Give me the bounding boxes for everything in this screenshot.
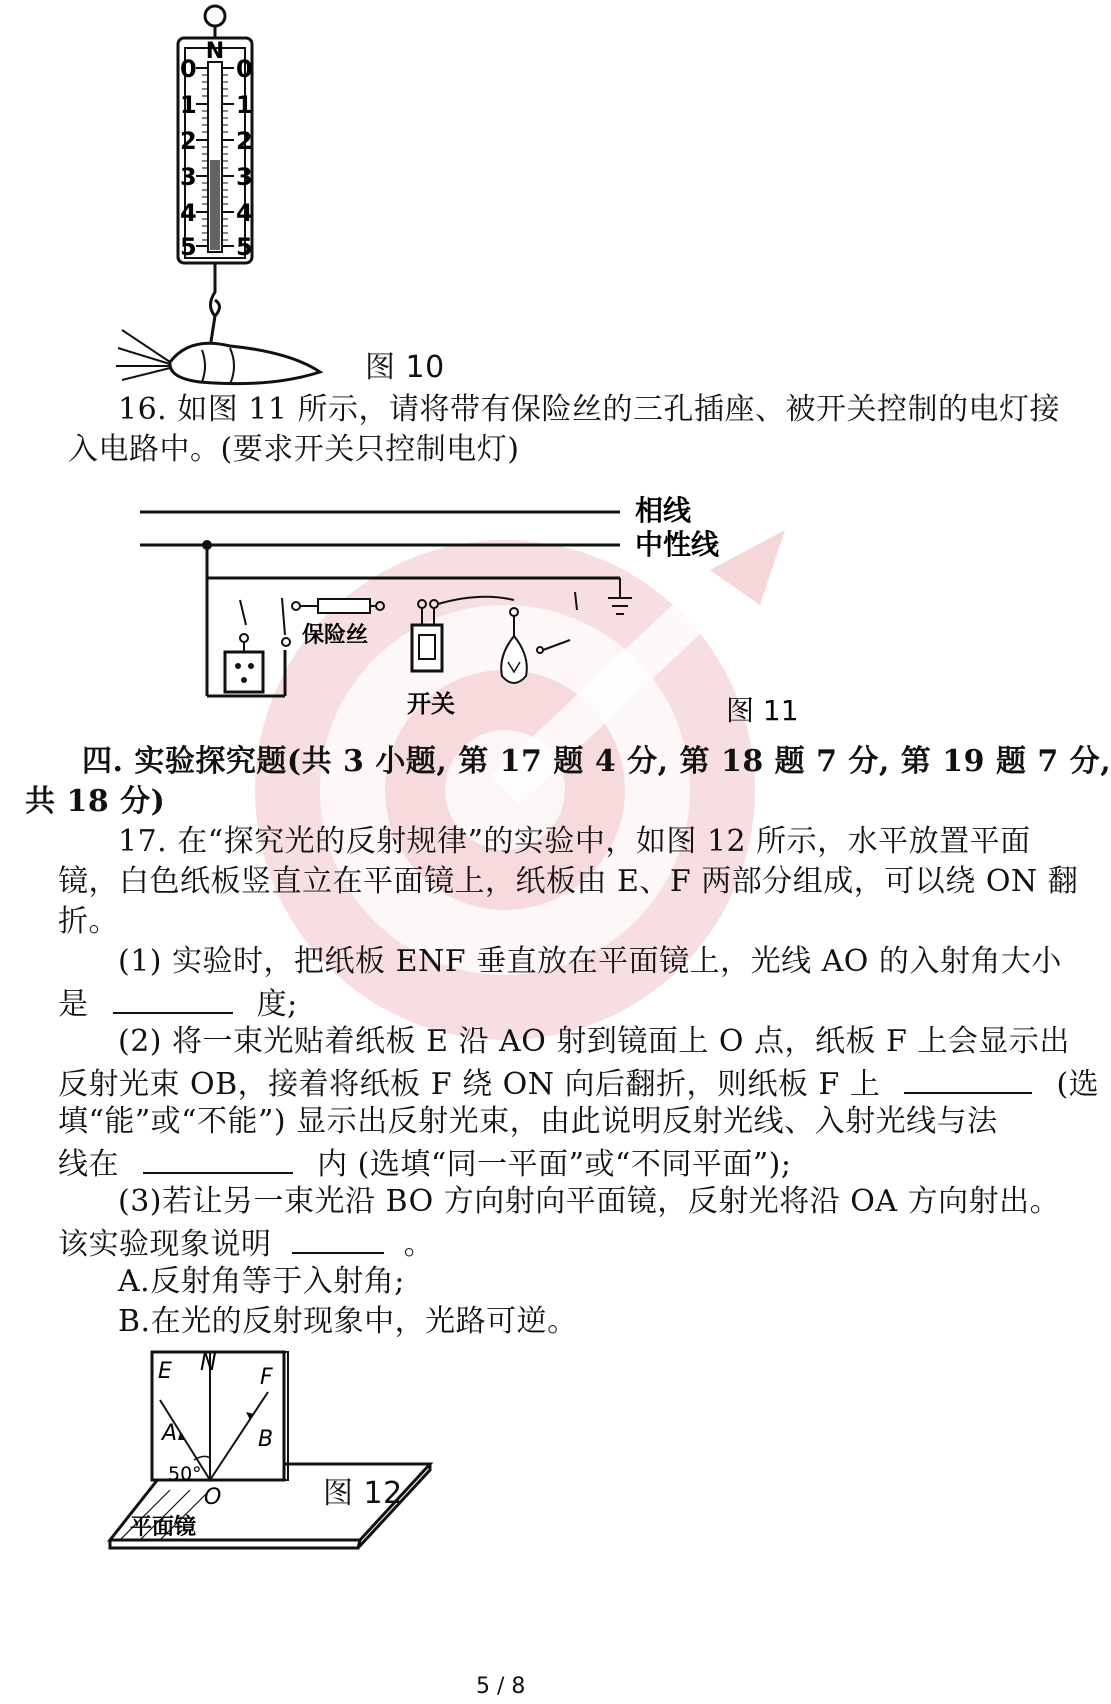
scale-unit-label: N <box>205 39 225 64</box>
q17-part2-line2-suffix: (选 <box>1056 1067 1100 1102</box>
q17-part3-line2-suffix: 。 <box>403 1227 435 1262</box>
answer-blank-explanation[interactable] <box>292 1222 384 1254</box>
scale-tick-right-5: 5 <box>236 233 253 261</box>
q16-line1: 16. 如图 11 所示，请将带有保险丝的三孔插座、被开关控制的电灯接 <box>118 392 1060 427</box>
q17-intro-line2: 镜，白色纸板竖直立在平面镜上，纸板由 E、F 两部分组成，可以绕 ON 翻 <box>58 864 1079 899</box>
q17-part1-suffix: 度; <box>256 987 298 1022</box>
scale-tick-left-4: 4 <box>180 199 197 227</box>
scale-tick-left-1: 1 <box>180 91 197 119</box>
q17-part1-line1: (1) 实验时，把纸板 ENF 垂直放在平面镜上，光线 AO 的入射角大小 <box>118 944 1062 979</box>
answer-blank-can-show[interactable] <box>904 1062 1032 1094</box>
neutral-wire-label: 中性线 <box>635 528 720 561</box>
section-4-heading-line1: 四. 实验探究题(共 3 小题, 第 17 题 4 分, 第 18 题 7 分, 第 19 题 7 分, <box>82 744 1111 779</box>
q17-part2-line4 <box>58 1142 792 1185</box>
label-A: A <box>162 1421 178 1446</box>
scale-tick-left-5: 5 <box>180 233 197 261</box>
answer-blank-plane[interactable] <box>143 1142 293 1174</box>
fuse-label: 保险丝 <box>302 623 369 648</box>
page-number: 5 / 8 <box>476 1674 526 1699</box>
scale-tick-right-0: 0 <box>236 55 253 83</box>
incidence-angle-label: 50° <box>168 1463 202 1485</box>
q17-intro-line1: 17. 在“探究光的反射规律”的实验中，如图 12 所示，水平放置平面 <box>118 824 1031 859</box>
plane-mirror-label: 平面镜 <box>130 1515 197 1540</box>
scale-tick-left-2: 2 <box>180 127 197 155</box>
figure-12-caption: 图 12 <box>323 1476 403 1511</box>
reflection-experiment-figure <box>100 1340 460 1580</box>
option-b: B.在光的反射现象中，光路可逆。 <box>118 1304 578 1339</box>
q17-part2-line2-text: 反射光束 OB，接着将纸板 F 绕 ON 向后翻折，则纸板 F 上 <box>58 1067 881 1102</box>
q17-part2-line2 <box>58 1062 1099 1105</box>
q17-part2-line4-suffix: 内 (选填“同一平面”或“不同平面”); <box>317 1147 792 1182</box>
label-F: F <box>260 1365 273 1390</box>
scale-tick-right-2: 2 <box>236 127 253 155</box>
q16-line2: 入电路中。(要求开关只控制电灯) <box>68 432 520 467</box>
switch-label: 开关 <box>407 690 455 718</box>
scale-tick-right-4: 4 <box>236 199 253 227</box>
q17-part1-prefix: 是 <box>58 987 89 1022</box>
q17-part3-line1: (3)若让另一束光沿 BO 方向射向平面镜，反射光将沿 OA 方向射出。 <box>118 1184 1061 1219</box>
scale-tick-left-3: 3 <box>180 163 197 191</box>
figure-11-caption: 图 11 <box>726 694 799 727</box>
scale-tick-left-0: 0 <box>180 55 197 83</box>
figure-10-caption: 图 10 <box>365 350 445 385</box>
label-N: N <box>200 1351 217 1376</box>
q17-part3-line2 <box>58 1222 434 1265</box>
q17-intro-line3: 折。 <box>58 904 119 939</box>
answer-blank-angle[interactable] <box>113 982 233 1014</box>
scale-tick-right-3: 3 <box>236 163 253 191</box>
section-4-heading-line2: 共 18 分) <box>25 784 166 819</box>
q17-part2-line3: 填“能”或“不能”) 显示出反射光束，由此说明反射光线、入射光线与法 <box>58 1104 998 1139</box>
label-B: B <box>258 1427 274 1452</box>
option-a: A.反射角等于入射角; <box>118 1264 405 1299</box>
q17-part3-line2-prefix: 该实验现象说明 <box>58 1227 272 1262</box>
live-wire-label: 相线 <box>635 494 692 527</box>
spring-scale-figure <box>110 0 340 380</box>
label-O: O <box>204 1485 222 1510</box>
q17-part1-line2 <box>58 982 298 1025</box>
q17-part2-line4-prefix: 线在 <box>58 1147 119 1182</box>
label-E: E <box>158 1359 172 1384</box>
circuit-figure <box>130 480 830 730</box>
q17-part2-line1: (2) 将一束光贴着纸板 E 沿 AO 射到镜面上 O 点，纸板 F 上会显示出 <box>118 1024 1070 1059</box>
scale-tick-right-1: 1 <box>236 91 253 119</box>
